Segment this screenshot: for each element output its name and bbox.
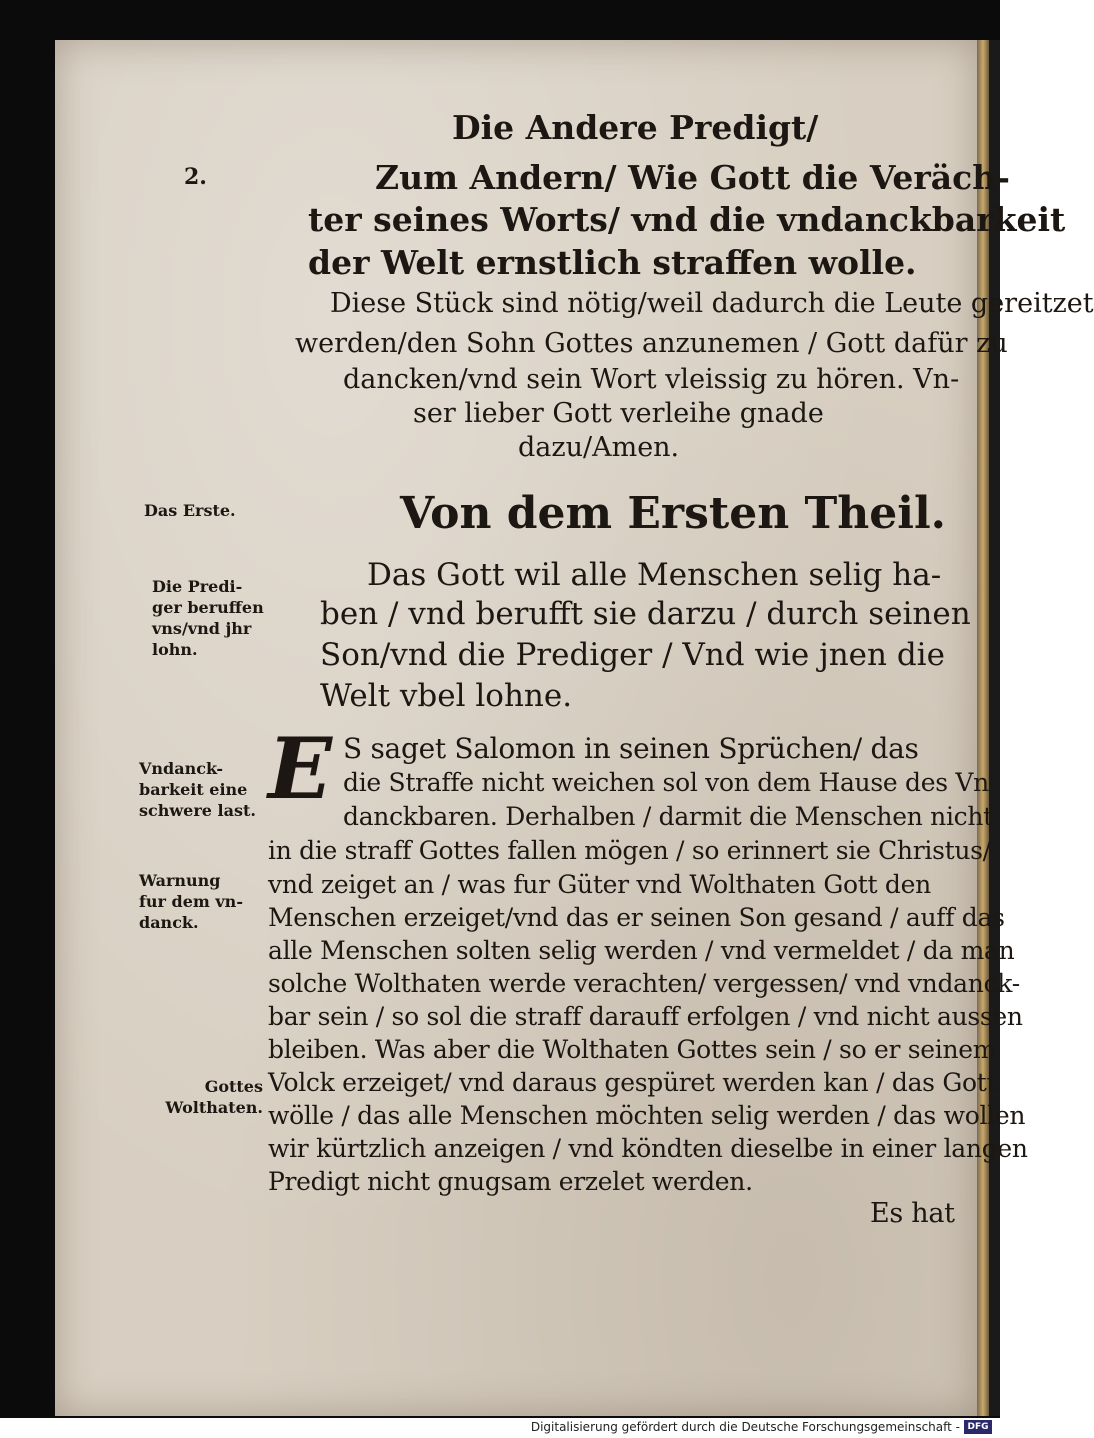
summary-line-2: werden/den Sohn Gottes anzunemen / Gott dafür zu (295, 328, 1008, 359)
body-line-2: die Straffe nicht weichen sol von dem Hause des Vn- (343, 768, 998, 797)
marginal-note-line: danck. (139, 913, 199, 932)
dfg-logo-icon: DFG (964, 1420, 992, 1434)
body-line-9: bar sein / so sol die straff darauff erfolgen / vnd nicht aussen (268, 1002, 1023, 1031)
footer-bar (0, 1418, 1000, 1438)
drop-cap: E (268, 719, 333, 818)
section-line-4: Welt vbel lohne. (320, 678, 573, 714)
body-line-8: solche Wolthaten werde verachten/ vergessen/ vnd vndanck- (268, 969, 1020, 998)
marginal-note-vndanckbarkeit (139, 758, 256, 821)
section-line-3: Son/vnd die Prediger / Vnd wie jnen die (320, 637, 945, 673)
body-line-3: danckbaren. Derhalben / darmit die Menschen nicht (343, 802, 993, 831)
page-number: 2. (184, 164, 207, 190)
body-line-4: in die straff Gottes fallen mögen / so erinnert sie Christus/ (268, 836, 991, 865)
body-line-13: wir kürtzlich anzeigen / vnd köndten dieselbe in einer langen (268, 1134, 1028, 1163)
footer-credit-text: Digitalisierung gefördert durch die Deutsche Forschungsgemeinschaft - (530, 1420, 960, 1434)
summary-line-4: ser lieber Gott verleihe gnade (413, 398, 824, 429)
summary-line-1: Diese Stück sind nötig/weil dadurch die Leute gereitzet (330, 288, 1094, 319)
body-line-5: vnd zeiget an / was fur Güter vnd Wolthaten Gott den (268, 870, 931, 899)
marginal-note-line: Gottes (204, 1077, 263, 1096)
marginal-note-line: vns/vnd jhr (152, 619, 252, 638)
summary-line-5: dazu/Amen. (518, 432, 680, 463)
title-line-3: ter seines Worts/ vnd die vndanckbarkeit (308, 200, 1066, 239)
section-line-2: ben / vnd berufft sie darzu / durch seinen (320, 596, 971, 632)
body-line-1: S saget Salomon in seinen Sprüchen/ das (343, 732, 919, 765)
section-line-1: Das Gott wil alle Menschen selig ha- (367, 557, 942, 593)
title-line-4: der Welt ernstlich straffen wolle. (308, 243, 917, 282)
body-line-11: Volck erzeiget/ vnd daraus gespüret werden kan / das Gott (268, 1068, 997, 1097)
book-page (55, 40, 1094, 1416)
title-line-1: Die Andere Predigt/ (452, 108, 819, 147)
marginal-note-line: fur dem vn- (139, 892, 243, 911)
marginal-note-line: schwere last. (139, 801, 256, 820)
marginal-note-line: ger beruffen (152, 598, 264, 617)
marginal-note-line: lohn. (152, 640, 198, 659)
book-edge (989, 40, 1000, 1416)
marginal-note-line: Warnung (139, 871, 221, 890)
marginal-note-wolthaten (141, 1076, 263, 1118)
marginal-note-prediger (152, 576, 264, 660)
title-line-2: Zum Andern/ Wie Gott die Veräch- (375, 158, 1010, 197)
marginal-note-das-erste: Das Erste. (144, 501, 236, 520)
marginal-note-warnung (139, 870, 243, 933)
section-heading: Von dem Ersten Theil. (400, 488, 946, 539)
marginal-note-line: Die Predi- (152, 577, 243, 596)
body-line-6: Menschen erzeiget/vnd das er seinen Son gesand / auff das (268, 903, 1005, 932)
body-line-7: alle Menschen solten selig werden / vnd vermeldet / da man (268, 936, 1015, 965)
body-line-12: wölle / das alle Menschen möchten selig werden / das wollen (268, 1101, 1026, 1130)
catchword: Es hat (870, 1198, 955, 1229)
book-spine (977, 40, 989, 1416)
body-line-10: bleiben. Was aber die Wolthaten Gottes sein / so er seinem (268, 1035, 997, 1064)
body-line-14: Predigt nicht gnugsam erzelet werden. (268, 1167, 753, 1196)
marginal-note-line: barkeit eine (139, 780, 248, 799)
summary-line-3: dancken/vnd sein Wort vleissig zu hören. Vn- (343, 364, 960, 395)
marginal-note-line: Vndanck- (139, 759, 224, 778)
marginal-note-line: Wolthaten. (165, 1098, 263, 1117)
